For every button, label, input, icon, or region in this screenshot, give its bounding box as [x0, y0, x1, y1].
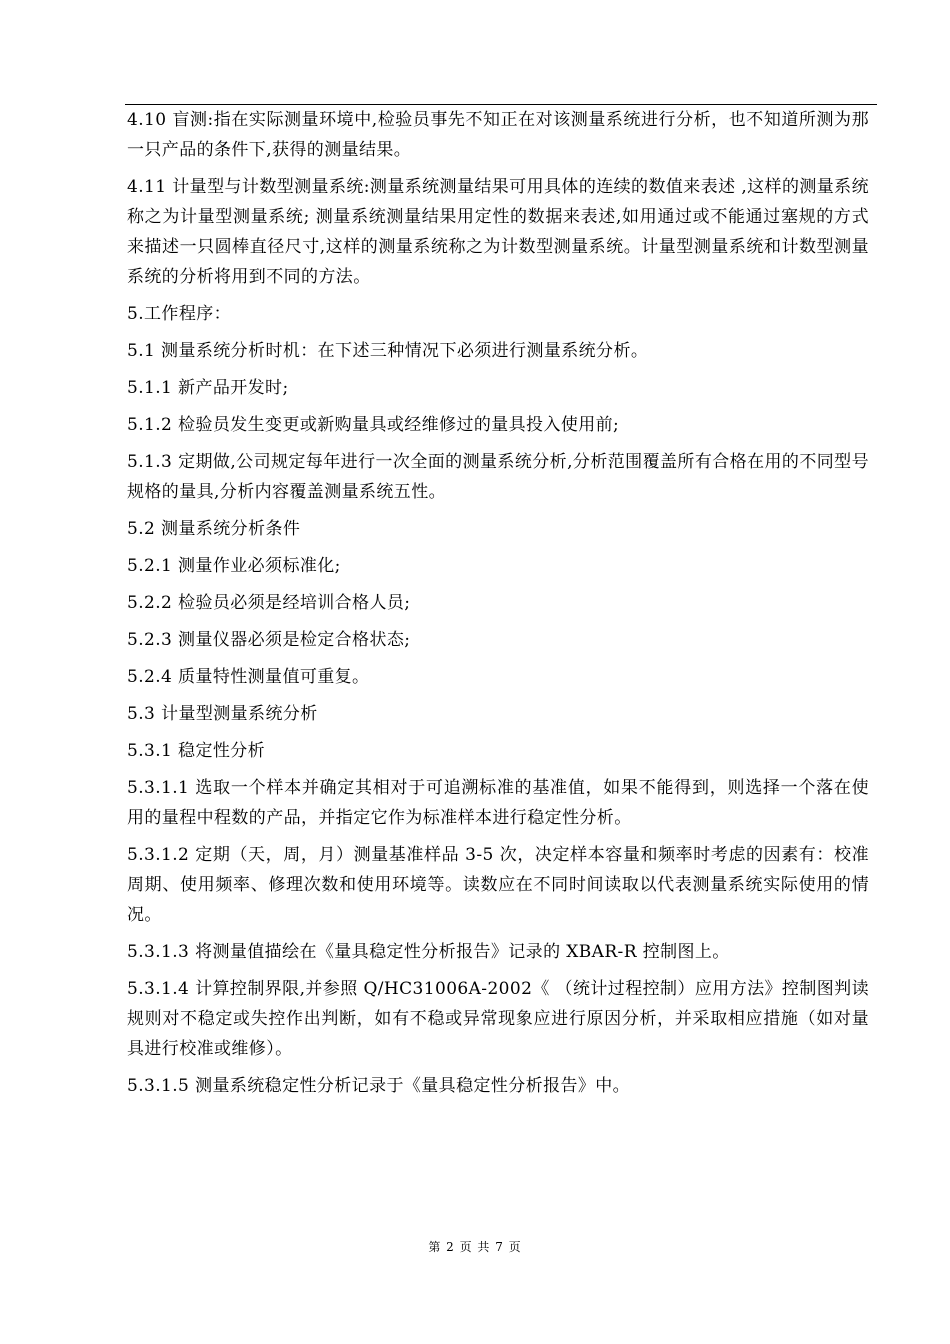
paragraph-5-1-3: 5.1.3 定期做,公司规定每年进行一次全面的测量系统分析,分析范围覆盖所有合格在用的不同型号规格的量具,分析内容覆盖测量系统五性。 [127, 452, 869, 502]
paragraph-5-1: 5.1 测量系统分析时机：在下述三种情况下必须进行测量系统分析。 [127, 341, 649, 361]
paragraph-5-1-2: 5.1.2 检验员发生变更或新购量具或经维修过的量具投入使用前; [127, 415, 620, 435]
paragraph-5-2-2: 5.2.2 检验员必须是经培训合格人员; [127, 593, 411, 613]
paragraph-5-3-1-3: 5.3.1.3 将测量值描绘在《量具稳定性分析报告》记录的 XBAR-R 控制图上。 [127, 942, 730, 962]
document-body [127, 105, 869, 1108]
paragraph-5-2-4: 5.2.4 质量特性测量值可重复。 [127, 667, 370, 687]
paragraph-4-10: 4.10 盲测:指在实际测量环境中,检验员事先不知正在对该测量系统进行分析，也不知道所测为那一只产品的条件下,获得的测量结果。 [127, 110, 869, 160]
paragraph-5-3-1-1: 5.3.1.1 选取一个样本并确定其相对于可追溯标准的基准值，如果不能得到，则选择一个落在使用的量程中程数的产品，并指定它作为标准样本进行稳定性分析。 [127, 778, 869, 828]
paragraph-5-3-1-5: 5.3.1.5 测量系统稳定性分析记录于《量具稳定性分析报告》中。 [127, 1076, 631, 1096]
page-number-footer: 第 2 页 共 7 页 [428, 1240, 522, 1254]
paragraph-5-1-1: 5.1.1 新产品开发时; [127, 378, 289, 398]
section-heading-5-3-1: 5.3.1 稳定性分析 [127, 741, 266, 761]
paragraph-5-2-1: 5.2.1 测量作业必须标准化; [127, 556, 341, 576]
paragraph-4-11: 4.11 计量型与计数型测量系统:测量系统测量结果可用具体的连续的数值来表述 ,这样的测量系统称之为计量型测量系统; 测量系统测量结果用定性的数据来表述,如用通过或不能通过塞规的方式来描述一只圆棒直径尺寸,这样的测量系统称之为计数型测量系统。计量型测量系统和计数型测量系统的分析将用到不同的方法。 [127, 177, 869, 287]
paragraph-5-3-1-2: 5.3.1.2 定期（天，周，月）测量基准样品 3-5 次，决定样本容量和频率时考虑的因素有：校准周期、使用频率、修理次数和使用环境等。读数应在不同时间读取以代表测量系统实际使用的情况。 [127, 845, 869, 925]
paragraph-5-3-1-4: 5.3.1.4 计算控制界限,并参照 Q/HC31006A-2002《 （统计过程控制）应用方法》控制图判读规则对不稳定或失控作出判断，如有不稳或异常现象应进行原因分析，并采取相应措施（如对量具进行校准或维修）。 [127, 979, 869, 1059]
section-heading-5-2: 5.2 测量系统分析条件 [127, 519, 301, 539]
section-heading-5-3: 5.3 计量型测量系统分析 [127, 704, 318, 724]
paragraph-5-2-3: 5.2.3 测量仪器必须是检定合格状态; [127, 630, 411, 650]
section-heading-5: 5.工作程序： [127, 304, 232, 324]
